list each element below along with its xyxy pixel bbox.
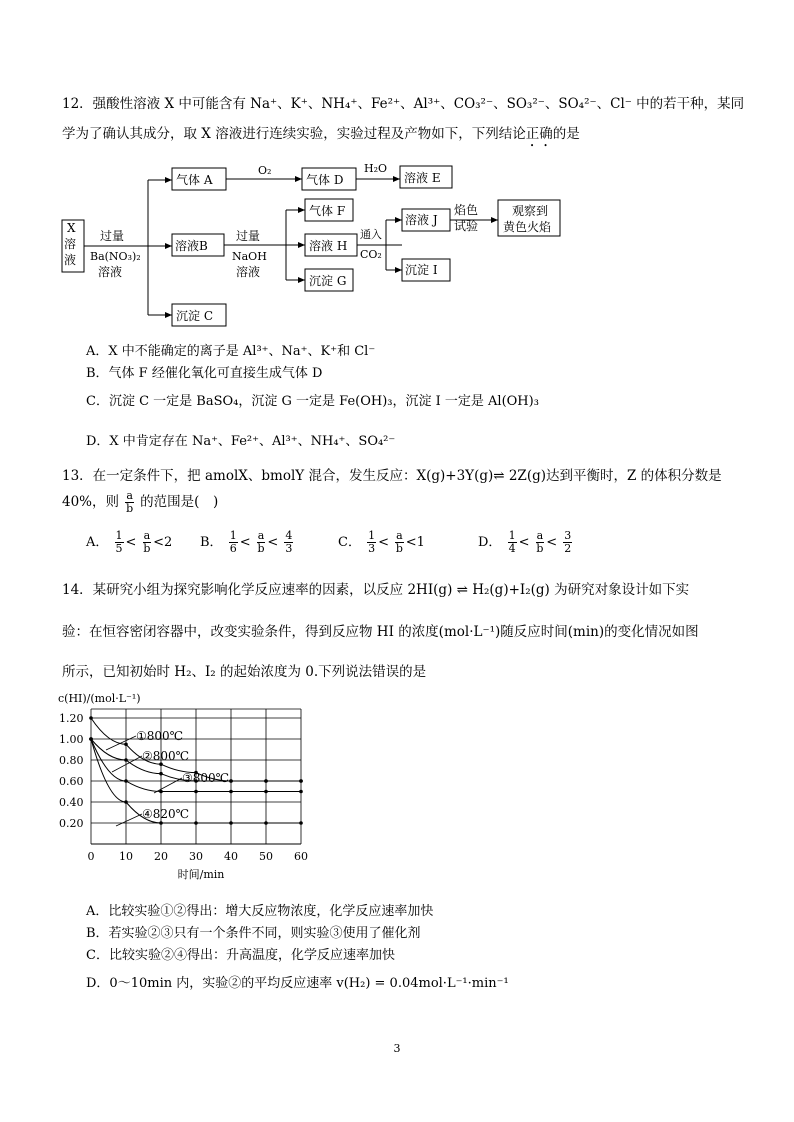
x-tick-label: 0 [87, 850, 95, 863]
data-point [229, 779, 233, 783]
y-tick-label: 1.20 [59, 712, 84, 725]
x-tick-label: 50 [259, 850, 273, 863]
q12-stem2a: 学为了确认其成分，取 X 溶液进行连续实验，实验过程及产物如下，下列结论 [62, 126, 526, 142]
data-point [124, 800, 128, 804]
flow-observe-a: 观察到 [512, 204, 549, 218]
q12-flow-diagram [60, 160, 580, 335]
series-label-2: ②800℃ [142, 749, 190, 763]
q12-option-a[interactable]: A．X 中不能确定的离子是 Al³⁺、Na⁺、K⁺和 Cl⁻ [86, 344, 376, 359]
q14-option-a[interactable]: A．比较实验①②得出：增大反应物浓度，化学反应速率加快 [86, 904, 434, 919]
flow-sol-e: 溶液 E [404, 171, 441, 185]
flow-gas-f: 气体 F [309, 204, 346, 218]
q13-stem-line1: 13．在一定条件下，把 amolX、bmolY 混合，发生反应：X(g)+3Y(g)⇌ 2Z(g)达到平衡时，Z 的体积分数是 [62, 468, 722, 484]
q13-stem-line2 [62, 490, 218, 515]
data-point [299, 790, 303, 794]
q12-stem-line2 [62, 122, 580, 150]
q12-stem-line1: 12．强酸性溶液 X 中可能含有 Na⁺、K⁺、NH₄⁺、Fe²⁺、Al³⁺、CO₃²⁻、SO₃²⁻、SO₄²⁻、Cl⁻ 中的若干种，某同 [62, 96, 745, 112]
data-point [299, 821, 303, 825]
data-point [159, 821, 163, 825]
q14-option-c[interactable]: C．比较实验②④得出：升高温度，化学反应速率加快 [86, 948, 395, 963]
q13-option-b[interactable]: B． $\frac{1}{6}$ < $\frac{a}{b}$ < $\frac{4}{3}$ [200, 529, 293, 555]
data-point [229, 790, 233, 794]
x-tick-label: 40 [224, 850, 238, 863]
data-point [124, 779, 128, 783]
q14-stem-line2: 验：在恒容密闭容器中，改变实验条件，得到反应物 HI 的浓度(mol·L⁻¹)随反应时间(min)的变化情况如图 [62, 624, 699, 640]
series-label-leader [154, 778, 182, 793]
data-point [194, 821, 198, 825]
q13-option-a[interactable]: A． $\frac{1}{5}$ < $\frac{a}{b}$ <2 [86, 529, 173, 555]
x-tick-label: 30 [189, 850, 203, 863]
series-label-leader [116, 814, 142, 826]
flow-ppt-g: 沉淀 G [309, 274, 347, 288]
q14-option-b[interactable]: B．若实验②③只有一个条件不同，则实验③使用了催化剂 [86, 926, 421, 941]
x-tick-label: 10 [119, 850, 133, 863]
data-point [264, 821, 268, 825]
x-tick-label: 20 [154, 850, 168, 863]
flow-ppt-c: 沉淀 C [176, 309, 213, 323]
series-label-4: ④820℃ [142, 807, 190, 821]
flow-r1c: 溶液 [98, 265, 123, 279]
data-point [124, 742, 128, 746]
data-point [89, 737, 93, 741]
flow-sol-b: 溶液B [175, 239, 208, 253]
y-axis-label: c(HI)/(mol·L⁻¹) [58, 692, 141, 705]
q13-option-d[interactable]: D． $\frac{1}{4}$ < $\frac{a}{b}$ < $\frac{3}{2}$ [478, 529, 572, 555]
data-point [194, 790, 198, 794]
q12-stem2b: 正确 [525, 126, 553, 142]
q14-stem-line1: 14．某研究小组为探究影响化学反应速率的因素，以反应 2HI(g) ⇌ H₂(g)+I₂(g) 为研究对象设计如下实 [62, 582, 690, 598]
flow-h2o: H₂O [364, 162, 388, 175]
q13-option-c[interactable]: C． $\frac{1}{3}$ < $\frac{a}{b}$ <1 [338, 529, 425, 555]
page-number: 3 [393, 1042, 401, 1055]
flow-o2: O₂ [258, 164, 272, 177]
data-point [299, 779, 303, 783]
flow-ppt-i: 沉淀 I [405, 263, 438, 277]
series-label-3: ③800℃ [182, 771, 230, 785]
y-tick-label: 0.60 [59, 775, 84, 788]
flow-r2c: 溶液 [236, 265, 261, 279]
flow-co2a: 通入 [360, 228, 382, 241]
flow-r2a: 过量 [236, 229, 261, 243]
flow-gas-d: 气体 D [306, 173, 344, 187]
data-point [229, 821, 233, 825]
flow-gas-a: 气体 A [176, 173, 213, 187]
hi-concentration-chart [56, 688, 326, 894]
flow-sol-j: 溶液 J [405, 213, 438, 227]
y-tick-label: 0.80 [59, 754, 84, 767]
data-point [159, 772, 163, 776]
flow-flame-b: 试验 [454, 219, 479, 233]
data-point [264, 790, 268, 794]
flow-r1a: 过量 [100, 229, 125, 243]
flow-r1b: Ba(NO₃)₂ [90, 250, 141, 263]
q13-stem2a: 40%，则 [62, 494, 120, 510]
y-tick-label: 0.40 [59, 796, 84, 809]
q12-option-d[interactable]: D．X 中肯定存在 Na⁺、Fe²⁺、Al³⁺、NH₄⁺、SO₄²⁻ [86, 434, 396, 449]
q14-stem-line3: 所示，已知初始时 H₂、I₂ 的起始浓度为 0.下列说法错误的是 [62, 664, 427, 680]
q12-option-b[interactable]: B．气体 F 经催化氧化可直接生成气体 D [86, 366, 323, 381]
flow-x-1: X [67, 221, 76, 235]
q13-fraction: $\frac{a}{b}$ [126, 489, 134, 515]
q13-stem2b: 的范围是( ) [140, 494, 219, 510]
q14-option-d[interactable]: D．0～10min 内，实验②的平均反应速率 v(H₂) = 0.04mol·L⁻¹·min⁻¹ [86, 976, 509, 991]
flow-r2b: NaOH [232, 250, 267, 263]
flow-sol-h: 溶液 H [309, 239, 348, 253]
flow-flame-a: 焰色 [454, 203, 479, 217]
series-label-1: ①800℃ [136, 729, 184, 743]
data-point [264, 779, 268, 783]
data-point [124, 758, 128, 762]
x-tick-label: 60 [294, 850, 308, 863]
series-label-leader [106, 736, 136, 750]
q12-stem2c: 的是 [552, 126, 580, 142]
q12-option-c[interactable]: C．沉淀 C 一定是 BaSO₄，沉淀 G 一定是 Fe(OH)₃，沉淀 I 一定是 Al(OH)₃ [86, 394, 539, 409]
data-point [89, 716, 93, 720]
flow-x-3: 液 [64, 253, 77, 267]
flow-co2b: CO₂ [360, 248, 382, 261]
flow-observe-b: 黄色火焰 [503, 220, 552, 234]
flow-x-2: 溶 [64, 237, 77, 251]
x-axis-label: 时间/min [177, 868, 225, 881]
y-tick-label: 1.00 [59, 733, 84, 746]
y-tick-label: 0.20 [59, 817, 84, 830]
